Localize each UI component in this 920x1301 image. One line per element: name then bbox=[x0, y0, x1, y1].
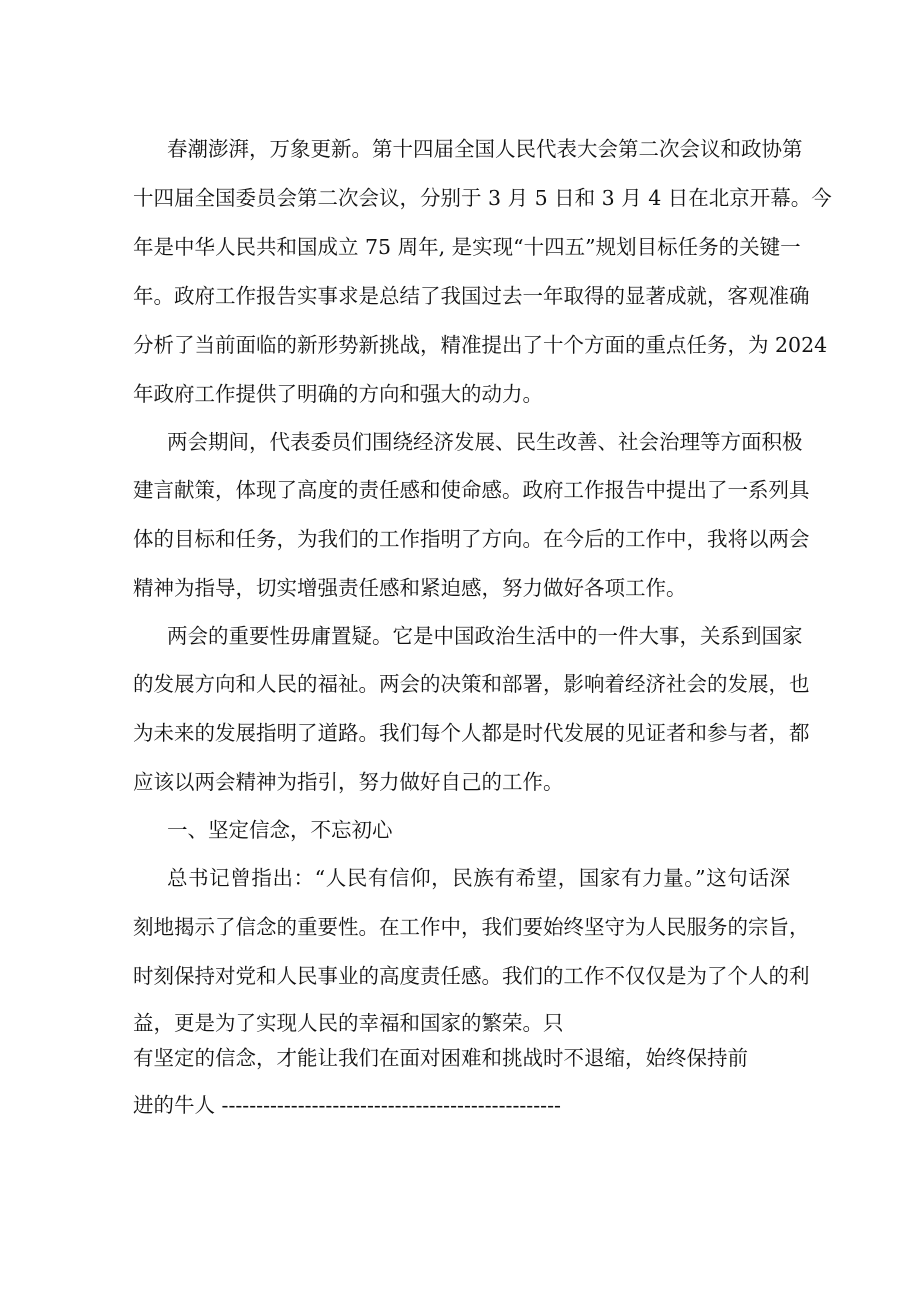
paragraph-1-line-3: 年是中华人民共和国成立 75 周年, 是实现“十四五”规划目标任务的关键一 bbox=[133, 235, 801, 259]
paragraph-3-line-2: 的发展方向和人民的福祉。两会的决策和部署，影响着经济社会的发展，也 bbox=[133, 672, 810, 696]
paragraph-4-line-5: 有坚定的信念，才能让我们在面对困难和挑战时不退缩，始终保持前 bbox=[133, 1046, 748, 1070]
paragraph-4-line-1: 总书记曾指出：“人民有信仰，民族有希望，国家有力量。”这句话深 bbox=[167, 866, 790, 890]
paragraph-4-line-6: 进的牛人 ------------------------------------------------- bbox=[133, 1093, 561, 1117]
paragraph-1-line-2: 十四届全国委员会第二次会议，分别于 3 月 5 日和 3 月 4 日在北京开幕。今 bbox=[133, 186, 832, 210]
section-heading-1: 一、坚定信念，不忘初心 bbox=[167, 818, 393, 842]
paragraph-4-line-3: 时刻保持对党和人民事业的高度责任感。我们的工作不仅仅是为了个人的利 bbox=[133, 964, 810, 988]
paragraph-3-line-1: 两会的重要性毋庸置疑。它是中国政治生活中的一件大事，关系到国家 bbox=[167, 624, 803, 648]
paragraph-1-line-5: 分析了当前面临的新形势新挑战，精准提出了十个方面的重点任务，为 2024 bbox=[133, 333, 828, 357]
paragraph-4-line-4: 益，更是为了实现人民的幸福和国家的繁荣。只 bbox=[133, 1011, 564, 1035]
paragraph-3-line-4: 应该以两会精神为指引，努力做好自己的工作。 bbox=[133, 770, 564, 794]
paragraph-1-line-1: 春潮澎湃，万象更新。第十四届全国人民代表大会第二次会议和政协第 bbox=[167, 137, 803, 161]
paragraph-1-line-4: 年。政府工作报告实事求是总结了我国过去一年取得的显著成就，客观准确 bbox=[133, 284, 810, 308]
paragraph-4-line-2: 刻地揭示了信念的重要性。在工作中，我们要始终坚守为人民服务的宗旨， bbox=[133, 915, 810, 939]
paragraph-3-line-3: 为未来的发展指明了道路。我们每个人都是时代发展的见证者和参与者，都 bbox=[133, 721, 810, 745]
paragraph-2-line-1: 两会期间，代表委员们围绕经济发展、民生改善、社会治理等方面积极 bbox=[167, 430, 803, 454]
paragraph-2-line-2: 建言献策，体现了高度的责任感和使命感。政府工作报告中提出了一系列具 bbox=[133, 478, 810, 502]
paragraph-2-line-4: 精神为指导，切实增强责任感和紧迫感，努力做好各项工作。 bbox=[133, 576, 687, 600]
paragraph-2-line-3: 体的目标和任务，为我们的工作指明了方向。在今后的工作中，我将以两会 bbox=[133, 527, 810, 551]
paragraph-1-line-6: 年政府工作提供了明确的方向和强大的动力。 bbox=[133, 382, 543, 406]
